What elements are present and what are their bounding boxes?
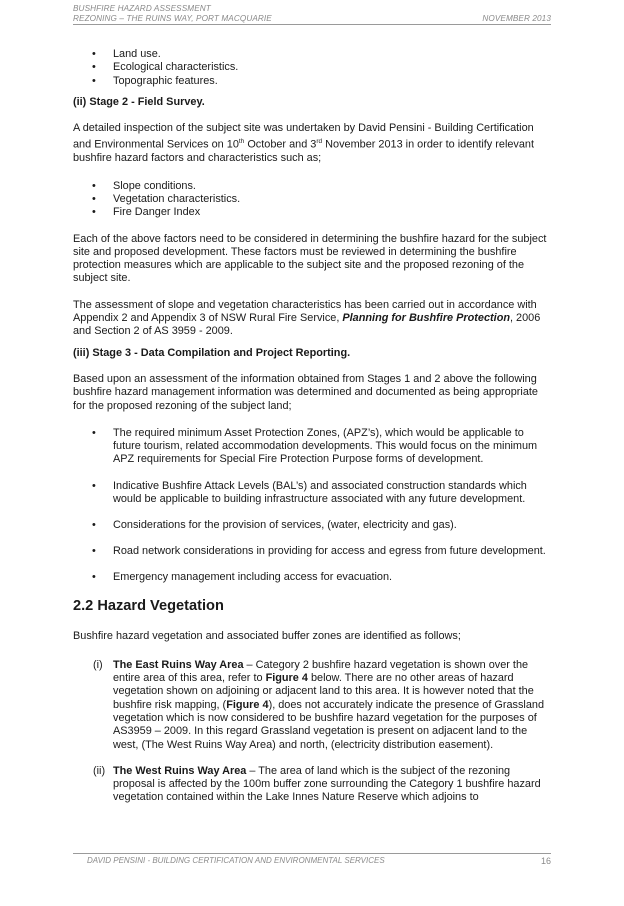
page-header xyxy=(73,4,551,23)
list-item: • Indicative Bushfire Attack Levels (BAL’s) and associated construction standards which would be applicable to building infrastructure associated with any future development. xyxy=(92,479,527,505)
stage2-heading: (ii) Stage 2 - Field Survey. xyxy=(73,95,205,108)
factors-paragraph: Each of the above factors need to be considered in determining the bushfire hazard for the subject site and proposed development. These factors must be reviewed in determining the bushfire protection measures which are applicable to the subject site and the proposed rezoning of the subject site. xyxy=(73,232,547,285)
list-item: (i) The East Ruins Way Area – Category 2 bushfire hazard vegetation is shown over the entire area of this area, refer to Figure 4 below. There are no other areas of hazard vegetation shown on adjoining or adjacent land to this area. It is however noted that the bushfire risk mapping, (Figure 4), does not accurately indicate the presence of Grassland vegetation which is now considered to be bushfire hazard vegetation for the purposes of AS3959 – 2009. In this regard Grassland vegetation is present on adjacent land to the west, (The West Ruins Way Area) and north, (electricity distribution easement). xyxy=(93,658,545,751)
footer-divider xyxy=(73,853,551,854)
bullet-icon: • xyxy=(92,61,96,74)
bullet-icon: • xyxy=(92,479,96,492)
bullet-icon: • xyxy=(92,74,96,87)
list-item: • Road network considerations in providing for access and egress from future development. xyxy=(92,545,546,558)
assessment-paragraph: The assessment of slope and vegetation characteristics has been carried out in accordance with Appendix 2 and Appendix 3 of NSW Rural Fire Service, Planning for Bushfire Protection, 2006 and Section 2 of AS 3959 - 2009. xyxy=(73,298,541,338)
footer-text: DAVID PENSINI - BUILDING CERTIFICATION AND ENVIRONMENTAL SERVICES xyxy=(87,856,385,865)
page-number: 16 xyxy=(540,856,551,866)
list-item: • Land use. xyxy=(92,48,161,60)
hazard-vegetation-intro: Bushfire hazard vegetation and associated buffer zones are identified as follows; xyxy=(73,630,461,643)
bullet-icon: • xyxy=(92,571,96,584)
stage3-heading: (iii) Stage 3 - Data Compilation and Project Reporting. xyxy=(73,346,351,359)
list-item: • Considerations for the provision of services, (water, electricity and gas). xyxy=(92,518,457,531)
list-item: • The required minimum Asset Protection Zones, (APZ’s), which would be applicable to future tourism, related accommodation developments. This would focus on the minimum APZ requirements for Special Fire Protection Purpose forms of development. xyxy=(92,426,538,466)
header-subtitle: REZONING – THE RUINS WAY, PORT MACQUARIE xyxy=(73,13,272,23)
page-body xyxy=(73,48,551,805)
list-item: • Slope conditions. xyxy=(92,179,196,192)
numbered-list xyxy=(73,659,551,805)
section-heading: 2.2 Hazard Vegetation xyxy=(73,598,224,615)
bullet-icon: • xyxy=(92,426,96,439)
bullet-icon: • xyxy=(92,48,96,60)
list-item: • Fire Danger Index xyxy=(92,206,201,219)
bullet-icon: • xyxy=(92,179,96,192)
bullet-icon: • xyxy=(92,545,96,558)
header-divider xyxy=(73,24,551,25)
page-footer xyxy=(87,856,551,865)
bullet-icon: • xyxy=(92,193,96,205)
header-date: NOVEMBER 2013 xyxy=(482,13,551,23)
bullet-list-stage3 xyxy=(73,427,551,585)
list-item: • Vegetation characteristics. xyxy=(92,193,241,205)
list-item: • Emergency management including access for evacuation. xyxy=(92,571,393,584)
list-item: (ii) The West Ruins Way Area – The area of land which is the subject of the rezoning proposal is affected by the 100m buffer zone surrounding the Category 1 bushfire hazard vegetation contained within the Lake Innes Nature Reserve which adjoins to xyxy=(93,764,541,804)
bullet-list-stage1 xyxy=(73,48,551,88)
header-title: BUSHFIRE HAZARD ASSESSMENT xyxy=(73,4,211,13)
bullet-list-stage2 xyxy=(73,180,551,220)
list-item: • Ecological characteristics. xyxy=(92,61,239,74)
bullet-icon: • xyxy=(92,518,96,531)
field-survey-paragraph: A detailed inspection of the subject site was undertaken by David Pensini - Building Certification and Environmental Services on 10th October and 3rd November 2013 in order to identify relevant bushfire hazard factors and characteristics such as; xyxy=(73,122,535,165)
bullet-icon: • xyxy=(92,206,96,219)
list-item: • Topographic features. xyxy=(92,74,218,87)
data-compilation-paragraph: Based upon an assessment of the information obtained from Stages 1 and 2 above the following bushfire hazard management information was determined and documented as being appropriate for the proposed rezoning of the subject land; xyxy=(73,372,538,412)
